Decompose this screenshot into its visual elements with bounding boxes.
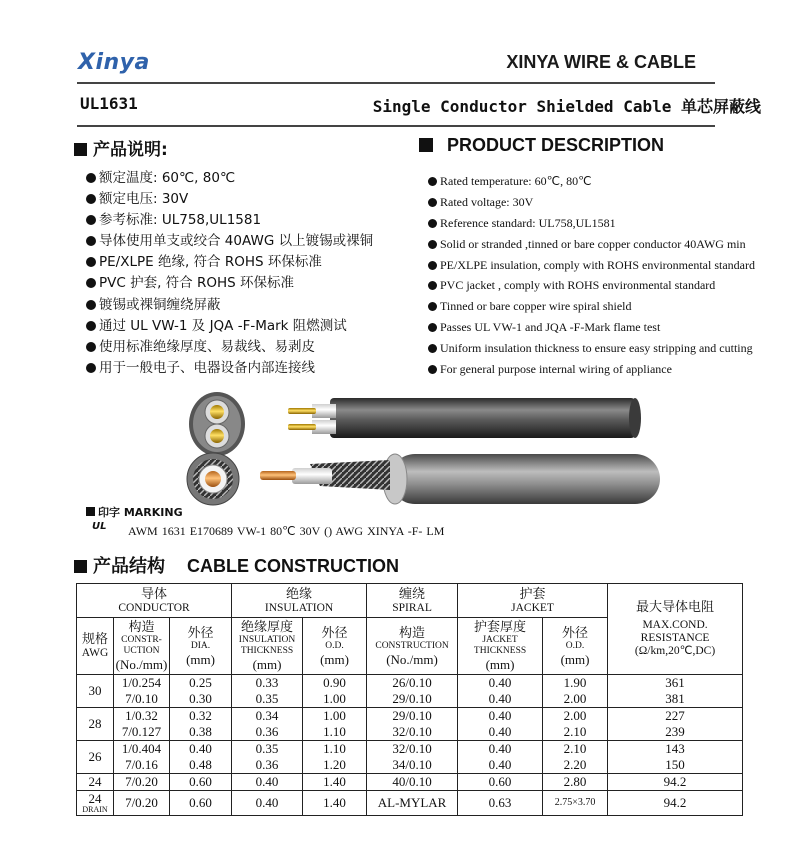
dia-cell: 0.60 xyxy=(170,791,232,816)
bullet-icon xyxy=(86,342,96,352)
bullet-icon xyxy=(86,236,96,246)
construction-heading xyxy=(74,552,399,578)
awg-cell: 24 xyxy=(77,774,114,791)
twin-cable xyxy=(288,398,641,438)
list-item: 通过 UL VW-1 及 JQA -F-Mark 阻燃测试 xyxy=(86,316,373,337)
list-item: 额定电压: 30V xyxy=(86,189,373,210)
cable-illustration xyxy=(180,382,670,512)
list-item: PVC 护套, 符合 ROHS 环保标准 xyxy=(86,273,373,294)
list-item: 参考标准: UL758,UL1581 xyxy=(86,210,373,231)
conductor-construction-header: 构造 CONSTR- UCTION (No./mm) xyxy=(114,618,170,675)
bullet-icon xyxy=(86,363,96,373)
spiral-cell: 29/0.10 32/0.10 xyxy=(367,708,458,741)
list-item: Reference standard: UL758,UL1581 xyxy=(428,213,755,234)
bullet-icon xyxy=(428,198,437,207)
bullet-icon xyxy=(428,365,437,374)
header-rule-top xyxy=(77,82,715,84)
description-list-cn xyxy=(86,168,373,379)
description-list-en xyxy=(428,171,755,380)
list-item: PE/XLPE insulation, comply with ROHS environmental standard xyxy=(428,255,755,276)
jacket-od-cell: 2.10 2.20 xyxy=(543,741,608,774)
bullet-icon xyxy=(86,257,96,267)
spiral-cell: 40/0.10 xyxy=(367,774,458,791)
bullet-icon xyxy=(428,302,437,311)
list-item: Tinned or bare copper wire spiral shield xyxy=(428,296,755,317)
insulation-thickness-cell: 0.35 0.36 xyxy=(232,741,303,774)
insulation-od-cell: 1.00 1.10 xyxy=(303,708,367,741)
marking-title xyxy=(86,504,183,520)
construction-heading-en: CABLE CONSTRUCTION xyxy=(187,556,399,576)
list-item: 额定温度: 60℃, 80℃ xyxy=(86,168,373,189)
construction-cell: 1/0.32 7/0.127 xyxy=(114,708,170,741)
list-item: 用于一般电子、电器设备内部连接线 xyxy=(86,358,373,379)
twin-cross-section xyxy=(189,392,245,456)
bullet-icon xyxy=(86,215,96,225)
dia-cell: 0.40 0.48 xyxy=(170,741,232,774)
construction-cell: 7/0.20 xyxy=(114,791,170,816)
table-group-header-row xyxy=(77,584,743,618)
resistance-cell: 361 381 xyxy=(608,675,743,708)
resistance-cell: 94.2 xyxy=(608,774,743,791)
list-item: 使用标准绝缘厚度、易裁线、易剥皮 xyxy=(86,337,373,358)
description-heading-cn-text: 产品说明: xyxy=(93,140,168,160)
conductor-group-header: 导体 CONDUCTOR xyxy=(77,584,232,618)
construction-cell: 7/0.20 xyxy=(114,774,170,791)
insulation-od-cell: 1.10 1.20 xyxy=(303,741,367,774)
jacket-thickness-cell: 0.63 xyxy=(458,791,543,816)
spiral-cell: 32/0.10 34/0.10 xyxy=(367,741,458,774)
jacket-thickness-cell: 0.60 xyxy=(458,774,543,791)
awg-header: 规格 AWG xyxy=(77,618,114,675)
awg-cell: 30 xyxy=(77,675,114,708)
resistance-header: 最大导体电阻 MAX.COND. RESISTANCE (Ω/km,20℃,DC) xyxy=(608,584,743,675)
company-name: XINYA WIRE & CABLE xyxy=(506,52,696,72)
resistance-cell: 143 150 xyxy=(608,741,743,774)
square-bullet-icon xyxy=(86,507,95,516)
insulation-od-header: 外径 O.D. (mm) xyxy=(303,618,367,675)
marking-title-text: 印字 MARKING xyxy=(98,506,183,519)
resistance-cell: 94.2 xyxy=(608,791,743,816)
marking-text: AWM 1631 E170689 VW-1 80℃ 30V () AWG XINYA -F- LM xyxy=(128,524,445,538)
bullet-icon xyxy=(428,219,437,228)
table-row xyxy=(77,741,743,774)
jacket-thickness-header: 护套厚度 JACKET THICKNESS (mm) xyxy=(458,618,543,675)
construction-heading-cn: 产品结构 xyxy=(93,556,165,577)
list-item: PE/XLPE 绝缘, 符合 ROHS 环保标准 xyxy=(86,252,373,273)
description-heading-cn xyxy=(74,135,168,160)
jacket-od-cell: 2.75×3.70 xyxy=(543,791,608,816)
header-rule-bottom xyxy=(77,125,715,127)
awg-cell: 26 xyxy=(77,741,114,774)
dia-cell: 0.32 0.38 xyxy=(170,708,232,741)
awg-cell: 28 xyxy=(77,708,114,741)
spiral-cell: 26/0.10 29/0.10 xyxy=(367,675,458,708)
model-number: UL1631 xyxy=(80,94,138,113)
jacket-group-header: 护套 JACKET xyxy=(458,584,608,618)
insulation-thickness-cell: 0.40 xyxy=(232,791,303,816)
list-item: Passes UL VW-1 and JQA -F-Mark flame test xyxy=(428,317,755,338)
list-item: 导体使用单支或绞合 40AWG 以上镀锡或裸铜 xyxy=(86,231,373,252)
insulation-thickness-cell: 0.34 0.36 xyxy=(232,708,303,741)
insulation-thickness-cell: 0.33 0.35 xyxy=(232,675,303,708)
list-item: Rated voltage: 30V xyxy=(428,192,755,213)
bullet-icon xyxy=(428,281,437,290)
insulation-od-cell: 1.40 xyxy=(303,791,367,816)
jacket-thickness-cell: 0.40 0.40 xyxy=(458,708,543,741)
table-row xyxy=(77,708,743,741)
xinya-logo: Xinya xyxy=(78,50,150,75)
list-item: Uniform insulation thickness to ensure easy stripping and cutting xyxy=(428,338,755,359)
table-row xyxy=(77,774,743,791)
bullet-icon xyxy=(86,173,96,183)
construction-cell: 1/0.404 7/0.16 xyxy=(114,741,170,774)
bullet-icon xyxy=(428,177,437,186)
dia-cell: 0.25 0.30 xyxy=(170,675,232,708)
dia-cell: 0.60 xyxy=(170,774,232,791)
square-bullet-icon xyxy=(74,143,87,156)
product-title: Single Conductor Shielded Cable 单芯屏蔽线 xyxy=(372,97,761,116)
list-item: PVC jacket , comply with ROHS environmental standard xyxy=(428,275,755,296)
awg-cell: 24 DRAIN xyxy=(77,791,114,816)
bullet-icon xyxy=(86,300,96,310)
bullet-icon xyxy=(428,261,437,270)
list-item: Rated temperature: 60℃, 80℃ xyxy=(428,171,755,192)
jacket-od-cell: 2.80 xyxy=(543,774,608,791)
table-row xyxy=(77,675,743,708)
insulation-group-header: 绝缘 INSULATION xyxy=(232,584,367,618)
table-row xyxy=(77,791,743,816)
insulation-thickness-header: 绝缘厚度 INSULATION THICKNESS (mm) xyxy=(232,618,303,675)
shielded-cable xyxy=(260,454,660,504)
jacket-od-cell: 1.90 2.00 xyxy=(543,675,608,708)
bullet-icon xyxy=(428,240,437,249)
description-heading-en xyxy=(419,135,664,156)
jacket-od-cell: 2.00 2.10 xyxy=(543,708,608,741)
list-item: For general purpose internal wiring of appliance xyxy=(428,359,755,380)
bullet-icon xyxy=(86,194,96,204)
bullet-icon xyxy=(86,321,96,331)
conductor-dia-header: 外径 DIA. (mm) xyxy=(170,618,232,675)
description-heading-en-text: PRODUCT DESCRIPTION xyxy=(447,135,665,155)
bullet-icon xyxy=(428,344,437,353)
specification-table xyxy=(76,583,743,816)
single-cross-section xyxy=(187,453,239,505)
square-bullet-icon xyxy=(419,138,433,152)
jacket-thickness-cell: 0.40 0.40 xyxy=(458,741,543,774)
spiral-cell: AL-MYLAR xyxy=(367,791,458,816)
spiral-group-header: 缠绕 SPIRAL xyxy=(367,584,458,618)
jacket-od-header: 外径 O.D. (mm) xyxy=(543,618,608,675)
resistance-cell: 227 239 xyxy=(608,708,743,741)
ul-recognized-icon: UL xyxy=(92,521,107,532)
insulation-thickness-cell: 0.40 xyxy=(232,774,303,791)
jacket-thickness-cell: 0.40 0.40 xyxy=(458,675,543,708)
list-item: 镀锡或裸铜缠绕屏蔽 xyxy=(86,295,373,316)
spiral-construction-header: 构造 CONSTRUCTION (No./mm) xyxy=(367,618,458,675)
insulation-od-cell: 1.40 xyxy=(303,774,367,791)
insulation-od-cell: 0.90 1.00 xyxy=(303,675,367,708)
construction-cell: 1/0.254 7/0.10 xyxy=(114,675,170,708)
bullet-icon xyxy=(86,278,96,288)
list-item: Solid or stranded ,tinned or bare copper conductor 40AWG min xyxy=(428,234,755,255)
bullet-icon xyxy=(428,323,437,332)
square-bullet-icon xyxy=(74,560,87,573)
